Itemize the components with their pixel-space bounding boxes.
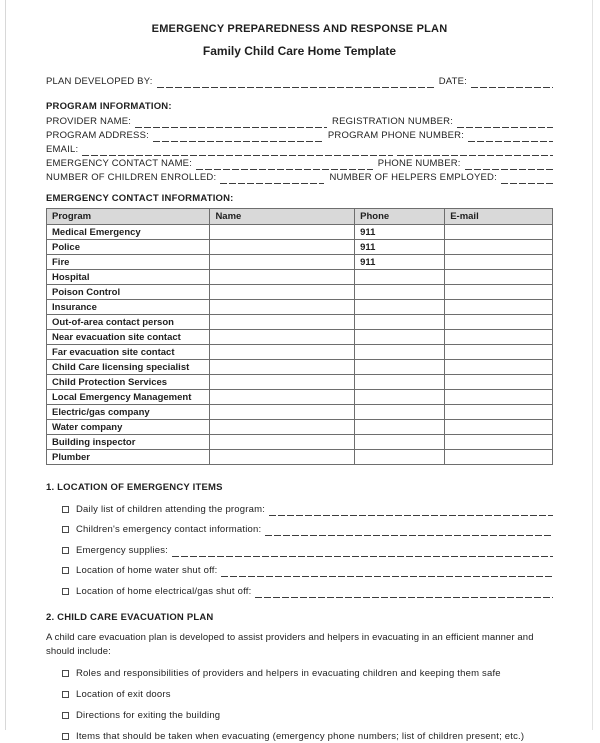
- contact-phone-cell: [355, 285, 445, 300]
- checklist-item: [62, 563, 553, 577]
- field-label-right: NUMBER OF HELPERS EMPLOYED:: [329, 172, 497, 183]
- contact-phone-cell: [355, 315, 445, 330]
- contacts-table-body: [47, 225, 553, 465]
- contact-email-cell: [445, 360, 553, 375]
- checklist-item-label: Directions for exiting the building: [76, 709, 221, 721]
- table-row: [47, 240, 553, 255]
- checklist-item: [62, 729, 553, 743]
- blank-line: [468, 130, 553, 142]
- checklist-item-label: Children's emergency contact information:: [76, 524, 262, 535]
- checkbox-icon: [62, 567, 69, 574]
- plan-developed-by-blank-line: [157, 76, 434, 88]
- table-header-row: [47, 209, 553, 225]
- contact-email-cell: [445, 375, 553, 390]
- form-field-row: [46, 142, 553, 156]
- contact-name-cell: [210, 360, 355, 375]
- contact-name-cell: [210, 270, 355, 285]
- blank-line: [501, 172, 553, 184]
- date-blank-line: [471, 76, 553, 88]
- contact-phone-cell: 911: [355, 225, 445, 240]
- form-field-row: [46, 170, 553, 184]
- table-row: [47, 390, 553, 405]
- contact-program-cell: Electric/gas company: [47, 405, 210, 420]
- contact-name-cell: [210, 390, 355, 405]
- table-row: [47, 360, 553, 375]
- contact-program-cell: Police: [47, 240, 210, 255]
- form-field-row: [46, 128, 553, 142]
- contact-email-cell: [445, 435, 553, 450]
- contact-phone-cell: [355, 345, 445, 360]
- program-information-heading: PROGRAM INFORMATION:: [46, 101, 172, 112]
- field-label-right: PROGRAM PHONE NUMBER:: [327, 130, 465, 141]
- blank-line: [172, 545, 553, 557]
- document-title: EMERGENCY PREPAREDNESS AND RESPONSE PLAN: [151, 23, 448, 35]
- table-row: [47, 255, 553, 270]
- column-header-program: Program: [47, 209, 210, 225]
- table-row: [47, 270, 553, 285]
- checkbox-icon: [62, 526, 69, 533]
- contact-name-cell: [210, 225, 355, 240]
- checkbox-icon: [62, 547, 69, 554]
- contact-program-cell: Far evacuation site contact: [47, 345, 210, 360]
- blank-line: [465, 158, 553, 170]
- blank-line: [82, 144, 393, 156]
- checklist-item-label: Location of exit doors: [76, 688, 171, 700]
- contact-phone-cell: 911: [355, 255, 445, 270]
- contact-program-cell: Out-of-area contact person: [47, 315, 210, 330]
- blank-line: [255, 586, 553, 598]
- contact-email-cell: [445, 255, 553, 270]
- contact-program-cell: Medical Emergency: [47, 225, 210, 240]
- blank-line: [196, 158, 373, 170]
- contact-program-cell: Water company: [47, 420, 210, 435]
- contact-email-cell: [445, 345, 553, 360]
- checklist-item: [62, 584, 553, 598]
- checklist-item-label: Roles and responsibilities of providers and helpers in evacuating children and keeping them safe: [76, 667, 501, 679]
- blank-line: [397, 144, 553, 156]
- table-row: [47, 345, 553, 360]
- table-row: [47, 330, 553, 345]
- contact-phone-cell: [355, 390, 445, 405]
- blank-line: [220, 172, 324, 184]
- table-row: [47, 420, 553, 435]
- field-label-right: REGISTRATION NUMBER:: [332, 116, 454, 127]
- checkbox-icon: [62, 712, 69, 719]
- contact-phone-cell: [355, 270, 445, 285]
- form-field-row: [46, 114, 553, 128]
- contact-name-cell: [210, 300, 355, 315]
- column-header-email: E-mail: [445, 209, 553, 225]
- field-label-left: EMAIL:: [46, 144, 79, 155]
- section2-checklist: [46, 666, 553, 743]
- contact-email-cell: [445, 270, 553, 285]
- contact-email-cell: [445, 300, 553, 315]
- column-header-phone: Phone: [355, 209, 445, 225]
- section2-intro: A child care evacuation plan is developed to assist providers and helpers in evacuating in an efficient manner and should include:: [46, 631, 534, 657]
- contact-program-cell: Near evacuation site contact: [47, 330, 210, 345]
- table-row: [47, 450, 553, 465]
- section2-heading: 2. CHILD CARE EVACUATION PLAN: [46, 611, 214, 623]
- emergency-contact-heading: EMERGENCY CONTACT INFORMATION:: [46, 193, 234, 204]
- table-row: [47, 285, 553, 300]
- checklist-item-label: Emergency supplies:: [76, 544, 168, 556]
- emergency-contacts-table: [46, 208, 553, 465]
- contact-name-cell: [210, 450, 355, 465]
- contact-name-cell: [210, 405, 355, 420]
- contact-email-cell: [445, 330, 553, 345]
- checkbox-icon: [62, 506, 69, 513]
- contact-program-cell: Child Protection Services: [47, 375, 210, 390]
- table-row: [47, 300, 553, 315]
- contact-program-cell: Child Care licensing specialist: [47, 360, 210, 375]
- contact-phone-cell: [355, 420, 445, 435]
- checklist-item: [62, 666, 553, 680]
- table-row: [47, 375, 553, 390]
- contact-email-cell: [445, 405, 553, 420]
- contact-name-cell: [210, 420, 355, 435]
- form-field-row: [46, 156, 553, 170]
- contact-name-cell: [210, 345, 355, 360]
- contact-program-cell: Fire: [47, 255, 210, 270]
- blank-line: [153, 130, 323, 142]
- contact-email-cell: [445, 450, 553, 465]
- field-label-left: NUMBER OF CHILDREN ENROLLED:: [46, 172, 217, 183]
- blank-line: [265, 524, 553, 536]
- contact-phone-cell: [355, 375, 445, 390]
- section1-checklist: [46, 502, 553, 598]
- blank-line: [135, 116, 327, 128]
- contact-email-cell: [445, 225, 553, 240]
- field-label-right: PHONE NUMBER:: [377, 158, 461, 169]
- contact-email-cell: [445, 390, 553, 405]
- table-row: [47, 435, 553, 450]
- plan-developed-row: [46, 74, 553, 88]
- checkbox-icon: [62, 691, 69, 698]
- contact-name-cell: [210, 255, 355, 270]
- column-header-name: Name: [210, 209, 355, 225]
- checklist-item-label: Location of home water shut off:: [76, 565, 218, 576]
- program-information-fields: [46, 114, 553, 184]
- blank-line: [457, 116, 553, 128]
- blank-line: [221, 565, 553, 577]
- contacts-table-header: [47, 209, 553, 225]
- contact-program-cell: Building inspector: [47, 435, 210, 450]
- checkbox-icon: [62, 733, 69, 740]
- checklist-item-label: Daily list of children attending the program:: [76, 503, 266, 515]
- contact-name-cell: [210, 435, 355, 450]
- plan-developed-by-label: PLAN DEVELOPED BY:: [46, 76, 153, 87]
- checklist-item-label: Location of home electrical/gas shut off:: [76, 585, 252, 597]
- contact-email-cell: [445, 315, 553, 330]
- checklist-item: [62, 522, 553, 536]
- contact-phone-cell: [355, 330, 445, 345]
- contact-phone-cell: [355, 360, 445, 375]
- checklist-item: [62, 543, 553, 557]
- field-label-left: EMERGENCY CONTACT NAME:: [46, 158, 193, 169]
- contact-email-cell: [445, 420, 553, 435]
- contact-name-cell: [210, 375, 355, 390]
- checkbox-icon: [62, 670, 69, 677]
- blank-line: [269, 504, 553, 516]
- contact-name-cell: [210, 330, 355, 345]
- checkbox-icon: [62, 588, 69, 595]
- contact-program-cell: Local Emergency Management: [47, 390, 210, 405]
- contact-program-cell: Poison Control: [47, 285, 210, 300]
- checklist-item: [62, 708, 553, 722]
- date-label: DATE:: [438, 76, 467, 87]
- contact-program-cell: Hospital: [47, 270, 210, 285]
- checklist-item-label: Items that should be taken when evacuating (emergency phone numbers; list of children present; etc.): [76, 730, 525, 742]
- document-subtitle: Family Child Care Home Template: [202, 44, 397, 58]
- contact-name-cell: [210, 285, 355, 300]
- contact-email-cell: [445, 240, 553, 255]
- table-row: [47, 405, 553, 420]
- checklist-item: [62, 687, 553, 701]
- contact-program-cell: Plumber: [47, 450, 210, 465]
- contact-email-cell: [445, 285, 553, 300]
- contact-phone-cell: [355, 405, 445, 420]
- field-label-left: PROGRAM ADDRESS:: [46, 130, 149, 141]
- table-row: [47, 315, 553, 330]
- section1-heading: 1. LOCATION OF EMERGENCY ITEMS: [46, 482, 223, 493]
- contact-program-cell: Insurance: [47, 300, 210, 315]
- checklist-item: [62, 502, 553, 516]
- contact-name-cell: [210, 315, 355, 330]
- contact-phone-cell: 911: [355, 240, 445, 255]
- table-row: [47, 225, 553, 240]
- contact-phone-cell: [355, 450, 445, 465]
- contact-name-cell: [210, 240, 355, 255]
- contact-phone-cell: [355, 435, 445, 450]
- contact-phone-cell: [355, 300, 445, 315]
- field-label-left: PROVIDER NAME:: [46, 116, 132, 127]
